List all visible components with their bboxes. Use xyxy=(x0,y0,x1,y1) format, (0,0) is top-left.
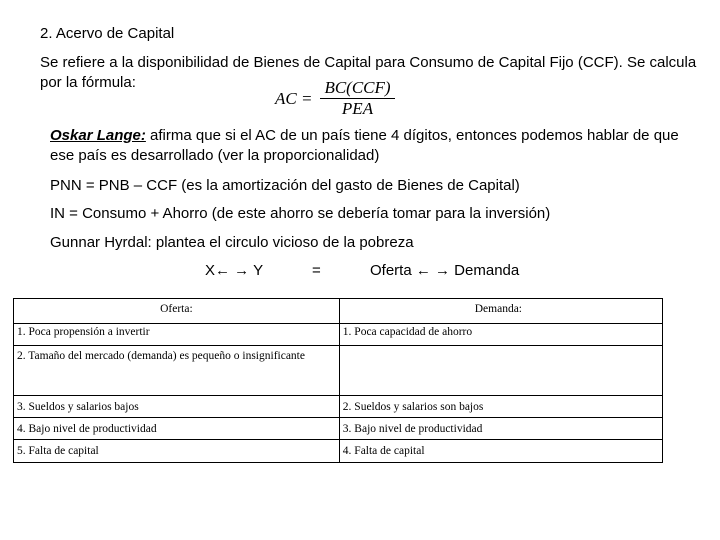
lange-text: afirma que si el AC de un país tiene 4 dígitos, entonces podemos hablar de que ese país es desarrollado (ver la proporcionalidad) xyxy=(50,127,679,164)
equation-equals: = xyxy=(312,262,321,279)
formula-fraction xyxy=(320,79,394,118)
oferta-cell: 5. Falta de capital xyxy=(14,440,340,463)
oferta-cell: 3. Sueldos y salarios bajos xyxy=(14,396,340,418)
table-row xyxy=(14,346,663,396)
formula xyxy=(275,79,395,118)
lange-name: Oskar Lange: xyxy=(50,127,146,144)
oferta-cell: 1. Poca propensión a invertir xyxy=(14,324,340,346)
pnn-line: PNN = PNB – CCF (es la amortización del gasto de Bienes de Capital) xyxy=(50,177,520,194)
demanda-cell: 3. Bajo nivel de productividad xyxy=(339,418,662,440)
oferta-cell: 2. Tamaño del mercado (demanda) es pequeño o insignificante xyxy=(14,346,340,396)
table-row xyxy=(14,396,663,418)
demanda-cell: 2. Sueldos y salarios son bajos xyxy=(339,396,662,418)
table-row xyxy=(14,324,663,346)
oferta-demanda-table xyxy=(13,298,663,463)
demanda-cell xyxy=(339,346,662,396)
oferta-cell: 4. Bajo nivel de productividad xyxy=(14,418,340,440)
equation-left: X← → Y xyxy=(205,262,264,279)
lange-paragraph xyxy=(50,126,700,166)
equation-right: Oferta ← → Demanda xyxy=(370,262,520,279)
formula-denominator: PEA xyxy=(341,99,374,118)
section-description: Se refiere a la disponibilidad de Bienes de Capital para Consumo de Capital Fijo (CCF). Se calcula por la fórmula: xyxy=(40,54,697,91)
demanda-cell: 4. Falta de capital xyxy=(339,440,662,463)
hyrdal-line: Gunnar Hyrdal: plantea el circulo vicioso de la pobreza xyxy=(50,234,414,251)
in-line: IN = Consumo + Ahorro (de este ahorro se debería tomar para la inversión) xyxy=(50,205,551,222)
header-oferta: Oferta: xyxy=(14,299,340,324)
section-title: 2. Acervo de Capital xyxy=(40,25,175,42)
formula-lhs: AC = xyxy=(275,88,313,108)
formula-numerator: BC(CCF) xyxy=(320,79,394,99)
header-demanda: Demanda: xyxy=(339,299,662,324)
table-row xyxy=(14,440,663,463)
demanda-cell: 1. Poca capacidad de ahorro xyxy=(339,324,662,346)
table-row xyxy=(14,418,663,440)
